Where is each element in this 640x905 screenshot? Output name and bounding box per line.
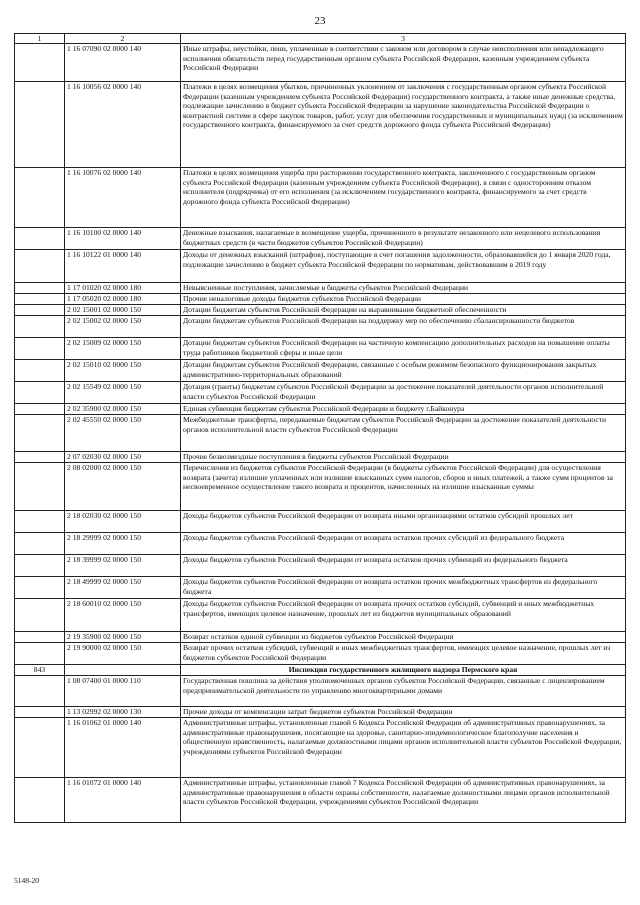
table-row bbox=[15, 305, 626, 316]
admin-code-cell bbox=[15, 577, 65, 599]
revenue-code-cell: 2 19 35900 02 0000 150 bbox=[65, 632, 181, 643]
admin-code-cell bbox=[15, 250, 65, 283]
table-row bbox=[15, 294, 626, 305]
column-number-1: 1 bbox=[15, 34, 65, 44]
revenue-code-cell: 1 17 05020 02 0000 180 bbox=[65, 294, 181, 305]
admin-code-cell bbox=[15, 718, 65, 778]
revenue-description-cell: Доходы бюджетов субъектов Российской Федерации от возврата остатков прочих субсидий из федерального бюджета bbox=[181, 533, 626, 555]
revenue-code-cell: 1 17 01020 02 0000 180 bbox=[65, 283, 181, 294]
table-row bbox=[15, 555, 626, 577]
admin-code-cell bbox=[15, 382, 65, 404]
table-row bbox=[15, 676, 626, 707]
admin-code-cell bbox=[15, 283, 65, 294]
admin-code-cell bbox=[15, 82, 65, 168]
table-row bbox=[15, 168, 626, 228]
revenue-code-cell: 1 08 07400 01 0000 110 bbox=[65, 676, 181, 707]
revenue-code-cell: 2 19 90000 02 0000 150 bbox=[65, 643, 181, 665]
revenue-description-cell: Межбюджетные трансферты, передаваемые бюджетам субъектов Российской Федерации за достижение показателей деятельности органов исполнительной власти субъектов Российской Федерации bbox=[181, 415, 626, 452]
admin-code-cell: 843 bbox=[15, 665, 65, 676]
revenue-codes-table bbox=[14, 33, 626, 823]
table-row bbox=[15, 643, 626, 665]
revenue-code-cell: 2 18 60010 02 0000 150 bbox=[65, 599, 181, 632]
revenue-code-cell: 2 07 02030 02 0000 150 bbox=[65, 452, 181, 463]
table-row bbox=[15, 250, 626, 283]
admin-code-cell bbox=[15, 360, 65, 382]
admin-code-cell bbox=[15, 778, 65, 823]
column-number-2: 2 bbox=[65, 34, 181, 44]
admin-code-cell bbox=[15, 338, 65, 360]
revenue-code-cell: 2 02 45550 02 0000 150 bbox=[65, 415, 181, 452]
table-body bbox=[15, 44, 626, 823]
admin-code-cell bbox=[15, 415, 65, 452]
revenue-code-cell bbox=[65, 665, 181, 676]
revenue-description-cell: Дотации бюджетам субъектов Российской Федерации на частичную компенсацию дополнительных расходов на повышение оплаты труда работников бюджетной сферы и иные цели bbox=[181, 338, 626, 360]
revenue-description-cell: Перечисления из бюджетов субъектов Российской Федерации (в бюджеты субъектов Российской Федерации) для осуществления возврата (зачета) излишне уплаченных или излишне взысканных сумм налогов, сборов и иных платежей, а также сумм процентов за несвоевременное осуществление такого возврата и процентов, начисленных на излишне взысканные суммы bbox=[181, 463, 626, 511]
table-row bbox=[15, 632, 626, 643]
revenue-description-cell: Дотации бюджетам субъектов Российской Федерации на поддержку мер по обеспечению сбалансированности бюджетов bbox=[181, 316, 626, 338]
revenue-code-cell: 1 16 07090 02 0000 140 bbox=[65, 44, 181, 82]
revenue-description-cell: Инспекция государственного жилищного надзора Пермского края bbox=[181, 665, 626, 676]
admin-code-cell bbox=[15, 305, 65, 316]
admin-code-cell bbox=[15, 404, 65, 415]
admin-code-cell bbox=[15, 632, 65, 643]
revenue-description-cell: Единая субвенция бюджетам субъектов Российской Федерации и бюджету г.Байконура bbox=[181, 404, 626, 415]
revenue-description-cell: Иные штрафы, неустойки, пени, уплаченные в соответствии с законом или договором в случае неисполнения или ненадлежащего исполнения обязательств перед государственным органом субъекта Российской Федерации, казенным учреждением субъекта Российской Федерации bbox=[181, 44, 626, 82]
revenue-description-cell: Невыясненные поступления, зачисляемые в бюджеты субъектов Российской Федерации bbox=[181, 283, 626, 294]
revenue-code-cell: 1 16 10076 02 0000 140 bbox=[65, 168, 181, 228]
revenue-code-cell: 2 02 15549 02 0000 150 bbox=[65, 382, 181, 404]
section-header-row bbox=[15, 665, 626, 676]
revenue-description-cell: Возврат остатков единой субвенции из бюджетов субъектов Российской Федерации bbox=[181, 632, 626, 643]
revenue-code-cell: 2 18 39999 02 0000 150 bbox=[65, 555, 181, 577]
revenue-description-cell: Платежи в целях возмещения ущерба при расторжении государственного контракта, заключенного с государственным органом субъекта Российской Федерации (казенным учреждением субъекта Российской Федерации), в связи с односторонним отказом исполнителя (подрядчика) от его исполнения (за исключением государственного контракта, финансируемого за счет средств дорожного фонда субъекта Российской Федерации) bbox=[181, 168, 626, 228]
table-row bbox=[15, 82, 626, 168]
page-number: 23 bbox=[314, 15, 326, 27]
revenue-description-cell: Дотации бюджетам субъектов Российской Федерации на выравнивание бюджетной обеспеченности bbox=[181, 305, 626, 316]
revenue-description-cell: Государственная пошлина за действия уполномоченных органов субъектов Российской Федерации, связанные с лицензированием предпринимательской деятельности по управлению многоквартирными домами bbox=[181, 676, 626, 707]
revenue-description-cell: Доходы от денежных взысканий (штрафов), поступающие в счет погашения задолженности, образовавшейся до 1 января 2020 года, подлежащие зачислению в бюджет субъекта Российской Федерации по нормативам, действовавшим в 2019 году bbox=[181, 250, 626, 283]
table-row bbox=[15, 415, 626, 452]
revenue-code-cell: 2 02 15010 02 0000 150 bbox=[65, 360, 181, 382]
table-row bbox=[15, 778, 626, 823]
admin-code-cell bbox=[15, 294, 65, 305]
revenue-code-cell: 2 02 15001 02 0000 150 bbox=[65, 305, 181, 316]
revenue-code-cell: 1 13 02992 02 0000 130 bbox=[65, 707, 181, 718]
table-row bbox=[15, 707, 626, 718]
table-row bbox=[15, 360, 626, 382]
revenue-description-cell: Прочие доходы от компенсации затрат бюджетов субъектов Российской Федерации bbox=[181, 707, 626, 718]
table-row bbox=[15, 577, 626, 599]
admin-code-cell bbox=[15, 533, 65, 555]
revenue-code-cell: 1 16 10056 02 0000 140 bbox=[65, 82, 181, 168]
revenue-description-cell: Платежи в целях возмещения убытков, причиненных уклонением от заключения с государственным органом субъекта Российской Федерации (казенным учреждением субъекта Российской Федерации) государственного контракта, а также иные денежные средства, подлежащие зачислению в бюджет субъекта Российской Федерации за нарушение законодательства Российской Федерации о контрактной системе в сфере закупок товаров, работ, услуг для обеспечения государственных и муниципальных нужд (за исключением государственного контракта, финансируемого за счет средств дорожного фонда субъекта Российской Федерации) bbox=[181, 82, 626, 168]
footer-code: 5148-20 bbox=[14, 876, 39, 885]
revenue-description-cell: Прочие неналоговые доходы бюджетов субъектов Российской Федерации bbox=[181, 294, 626, 305]
revenue-description-cell: Прочие безвозмездные поступления в бюджеты субъектов Российской Федерации bbox=[181, 452, 626, 463]
revenue-description-cell: Административные штрафы, установленные главой 6 Кодекса Российской Федерации об административных правонарушениях, за административные правонарушения, посягающие на здоровье, санитарно-эпидемиологическое благополучие населения и общественную нравственность, налагаемые должностными лицами органов исполнительной власти субъектов Российской Федерации, учреждениями субъектов Российской Федерации bbox=[181, 718, 626, 778]
admin-code-cell bbox=[15, 44, 65, 82]
table-row bbox=[15, 44, 626, 82]
revenue-description-cell: Административные штрафы, установленные главой 7 Кодекса Российской Федерации об административных правонарушениях, за административные правонарушения в области охраны собственности, налагаемые должностными лицами органов исполнительной власти субъектов Российской Федерации, учреждениями субъектов Российской Федерации bbox=[181, 778, 626, 823]
revenue-code-cell: 2 08 02000 02 0000 150 bbox=[65, 463, 181, 511]
table-row bbox=[15, 452, 626, 463]
table-row bbox=[15, 228, 626, 250]
admin-code-cell bbox=[15, 168, 65, 228]
admin-code-cell bbox=[15, 676, 65, 707]
revenue-code-cell: 2 18 49999 02 0000 150 bbox=[65, 577, 181, 599]
table-row bbox=[15, 404, 626, 415]
admin-code-cell bbox=[15, 511, 65, 533]
revenue-code-cell: 1 16 10122 01 0000 140 bbox=[65, 250, 181, 283]
revenue-code-cell: 1 16 10100 02 0000 140 bbox=[65, 228, 181, 250]
revenue-code-cell: 2 02 35900 02 0000 150 bbox=[65, 404, 181, 415]
table-row bbox=[15, 718, 626, 778]
admin-code-cell bbox=[15, 463, 65, 511]
table-row bbox=[15, 599, 626, 632]
table-row bbox=[15, 463, 626, 511]
revenue-code-cell: 2 18 02030 02 0000 150 bbox=[65, 511, 181, 533]
table-row bbox=[15, 283, 626, 294]
revenue-code-cell: 2 18 29999 02 0000 150 bbox=[65, 533, 181, 555]
revenue-description-cell: Дотация (гранты) бюджетам субъектов Российской Федерации за достижение показателей деятельности органов исполнительной власти субъектов Российской Федерации bbox=[181, 382, 626, 404]
table-row bbox=[15, 338, 626, 360]
revenue-description-cell: Денежные взыскания, налагаемые в возмещение ущерба, причиненного в результате незаконного или нецелевого использования бюджетных средств (в части бюджетов субъектов Российской Федерации) bbox=[181, 228, 626, 250]
revenue-description-cell: Доходы бюджетов субъектов Российской Федерации от возврата остатков прочих межбюджетных трансфертов из федерального бюджета bbox=[181, 577, 626, 599]
admin-code-cell bbox=[15, 707, 65, 718]
column-number-row bbox=[15, 34, 626, 44]
admin-code-cell bbox=[15, 599, 65, 632]
revenue-description-cell: Доходы бюджетов субъектов Российской Федерации от возврата прочих остатков субсидий, субвенций и иных межбюджетных трансфертов, имеющих целевое назначение, прошлых лет из бюджетов муниципальных образований bbox=[181, 599, 626, 632]
table-row bbox=[15, 511, 626, 533]
table-row bbox=[15, 533, 626, 555]
revenue-description-cell: Дотации бюджетам субъектов Российской Федерации, связанные с особым режимом безопасного функционирования закрытых административно-территориальных образований bbox=[181, 360, 626, 382]
revenue-code-cell: 1 16 01062 01 0000 140 bbox=[65, 718, 181, 778]
revenue-code-cell: 1 16 01072 01 0000 140 bbox=[65, 778, 181, 823]
admin-code-cell bbox=[15, 228, 65, 250]
admin-code-cell bbox=[15, 643, 65, 665]
revenue-description-cell: Возврат прочих остатков субсидий, субвенций и иных межбюджетных трансфертов, имеющих целевое назначение, прошлых лет из бюджетов субъектов Российской Федерации bbox=[181, 643, 626, 665]
admin-code-cell bbox=[15, 452, 65, 463]
revenue-code-cell: 2 02 15009 02 0000 150 bbox=[65, 338, 181, 360]
revenue-code-cell: 2 02 15002 02 0000 150 bbox=[65, 316, 181, 338]
table-row bbox=[15, 316, 626, 338]
admin-code-cell bbox=[15, 316, 65, 338]
revenue-description-cell: Доходы бюджетов субъектов Российской Федерации от возврата остатков прочих субвенций из федерального бюджета bbox=[181, 555, 626, 577]
revenue-description-cell: Доходы бюджетов субъектов Российской Федерации от возврата иными организациями остатков субсидий прошлых лет bbox=[181, 511, 626, 533]
admin-code-cell bbox=[15, 555, 65, 577]
column-number-3: 3 bbox=[181, 34, 626, 44]
table-row bbox=[15, 382, 626, 404]
